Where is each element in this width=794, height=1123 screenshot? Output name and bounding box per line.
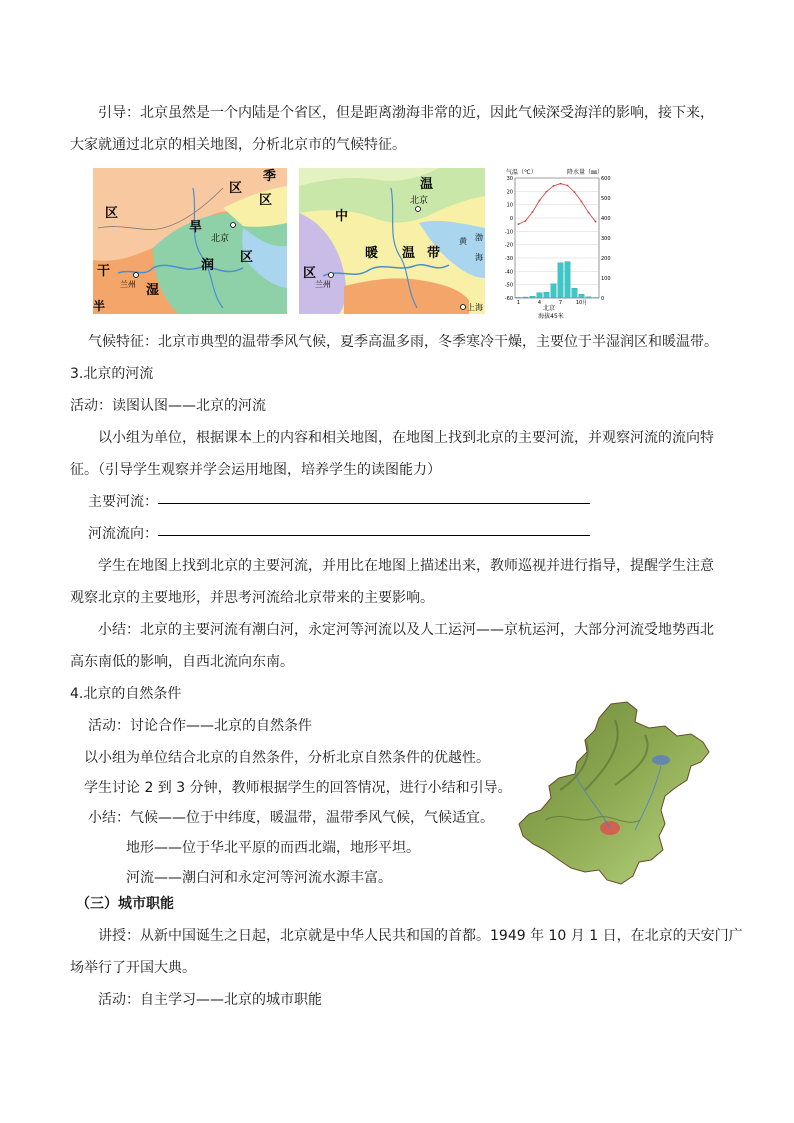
chart-left-tick: -60 [504, 296, 513, 302]
section-3-title: 3.北京的河流 [70, 366, 154, 382]
temperature-point [588, 212, 590, 214]
temperature-point [532, 211, 534, 213]
chart-right-tick: 500 [601, 196, 611, 202]
map1-label-9: 兰州 [120, 280, 136, 289]
precipitation-bar [558, 263, 563, 298]
temperature-zone-map [299, 168, 485, 314]
map2-label-7: 区 [303, 266, 317, 281]
temperature-point [574, 191, 576, 193]
chart-left-tick: 30 [506, 176, 513, 182]
river-flow-label: 河流流向： [88, 526, 158, 542]
section-3-student-line-2: 观察北京的主要地形，并思考河流给北京带来的主要影响。 [70, 590, 434, 606]
temperature-point [560, 183, 562, 185]
section-4-activity: 活动：讨论合作——北京的自然条件 [88, 718, 312, 734]
temperature-point [567, 185, 569, 187]
map2-label-3: 北京 [410, 196, 429, 206]
map1-label-3: 区 [229, 181, 243, 196]
city-function-title: （三）城市职能 [76, 896, 174, 912]
chart-left-tick: 0 [509, 216, 513, 222]
chart-left-tick: -50 [504, 282, 513, 289]
map1-label-8: 区 [240, 250, 254, 265]
precipitation-bar [572, 288, 577, 298]
chart-left-tick: -20 [504, 242, 513, 249]
chart-left-tick: -40 [504, 269, 513, 276]
chart-caption-station: 北京 [542, 305, 556, 312]
map1-label-1: 区 [105, 206, 119, 221]
intro-line-2: 大家就通过北京的相关地图，分析北京市的气候特征。 [70, 137, 406, 153]
map1-label-4: 区 [259, 193, 273, 208]
section-4-summary-river: 河流——潮白河和永定河等河流水源丰富。 [126, 870, 392, 886]
map2-label-12: 海 [475, 253, 483, 262]
main-river-answer-line[interactable] [158, 503, 590, 504]
river-flow-answer-line[interactable] [158, 535, 590, 536]
chart-right-tick: 600 [601, 176, 611, 182]
chart-caption-altitude: 海拔45米 [538, 313, 564, 320]
chart-right-tick: 400 [601, 216, 611, 222]
temperature-point [546, 191, 548, 193]
intro-line-1: 引导：北京虽然是一个内陆是个省区，但是距离渤海非常的近，因此气候深受海洋的影响，接下来， [98, 105, 714, 121]
section-3-task-line-1: 以小组为单位，根据课本上的内容和相关地图，在地图上找到北京的主要河流，并观察河流的流向特 [98, 430, 714, 446]
section-3-summary-line-2: 高东南低的影响，自西北流向东南。 [70, 654, 294, 670]
temperature-point [525, 220, 527, 222]
precipitation-bar [565, 262, 570, 298]
chart-x-tick: 1 [516, 300, 521, 306]
chart-left-tick: -10 [504, 229, 513, 236]
temperature-point [518, 223, 520, 225]
section-4-discuss: 学生讨论 2 到 3 分钟，教师根据学生的回答情况，进行小结和引导。 [84, 780, 512, 796]
map2-label-11: 渤 [475, 233, 483, 242]
precipitation-bar [544, 292, 549, 298]
chart-left-axis-title: 气温（℃） [506, 169, 537, 176]
chart-right-tick: 100 [601, 276, 611, 282]
section-4-summary-climate: 小结：气候——位于中纬度，暖温带，温带季风气候，气候适宜。 [88, 810, 494, 826]
map2-label-2: 中 [335, 209, 349, 224]
section-4-title: 4.北京的自然条件 [70, 686, 182, 702]
precipitation-bar [551, 284, 556, 298]
climate-feature-text: 气候特征：北京市典型的温带季风气候，夏季高温多雨，冬季寒冷干燥，主要位于半湿润区和暖温带。 [88, 334, 718, 350]
map2-label-4: 暖 [365, 246, 379, 261]
chart-right-tick: 200 [601, 256, 611, 262]
main-river-label: 主要河流： [88, 494, 158, 510]
map2-label-5: 温 [402, 246, 416, 261]
precipitation-bar [530, 296, 535, 298]
beijing-climate-chart [493, 166, 613, 320]
section-3-student-line-1: 学生在地图上找到北京的主要河流，并用比在地图上描述出来，教师巡视并进行指导，提醒学生注意 [98, 558, 714, 574]
precipitation-bar [516, 297, 521, 298]
precipitation-bar [579, 294, 584, 298]
chart-right-axis-title: 降水量（㎜） [567, 169, 604, 176]
chart-right-tick: 300 [601, 236, 611, 242]
city-function-activity: 活动：自主学习——北京的城市职能 [98, 992, 322, 1008]
section-4-summary-terrain: 地形——位于华北平原的而西北端，地形平坦。 [126, 840, 420, 856]
chart-left-tick: 10 [506, 202, 513, 209]
lecture-line-1: 讲授：从新中国诞生之日起，北京就是中华人民共和国的首都。1949 年 10 月 1 日，在北京的天安门广 [98, 928, 743, 944]
chart-right-tick: 0 [601, 296, 605, 302]
map1-label-5: 旱 [189, 220, 203, 235]
section-4-task: 以小组为单位结合北京的自然条件，分析北京自然条件的优越性。 [84, 750, 490, 766]
temperature-point [581, 201, 583, 203]
chart-x-tick: 10月 [575, 300, 588, 306]
section-3-task-line-2: 征。（引导学生观察并学会运用地图，培养学生的读图能力） [70, 462, 441, 478]
dry-wet-region-map [93, 168, 287, 314]
chart-x-tick: 4 [537, 300, 542, 306]
map2-label-6: 带 [427, 246, 441, 261]
map1-label-11: 干 [97, 264, 111, 279]
temperature-point [595, 221, 597, 223]
chart-left-tick: -30 [504, 256, 513, 262]
map1-label-2: 季 [263, 169, 277, 184]
temperature-point [539, 200, 541, 202]
map1-label-7: 润 [201, 258, 215, 273]
section-3-activity: 活动：读图认图——北京的河流 [70, 398, 266, 414]
chart-x-tick: 7 [558, 300, 563, 306]
map1-label-6: 北京 [211, 234, 230, 244]
map1-label-10: 湿 [146, 283, 160, 298]
map1-label-12: 半 [93, 299, 106, 313]
beijing-terrain-map [515, 700, 715, 888]
map2-label-10: 黄 [459, 237, 467, 246]
map2-label-8: 兰州 [315, 280, 331, 289]
map2-label-1: 温 [420, 177, 434, 192]
chart-left-tick: 20 [506, 189, 513, 196]
temperature-point [553, 185, 555, 187]
section-3-summary-line-1: 小结：北京的主要河流有潮白河，永定河等河流以及人工运河——京杭运河，大部分河流受地势西北 [98, 622, 714, 638]
precipitation-bar [537, 293, 542, 298]
precipitation-bar [586, 297, 591, 298]
lecture-line-2: 场举行了开国大典。 [70, 960, 196, 976]
map2-label-9: 上海 [467, 303, 483, 312]
precipitation-bar [523, 297, 528, 298]
